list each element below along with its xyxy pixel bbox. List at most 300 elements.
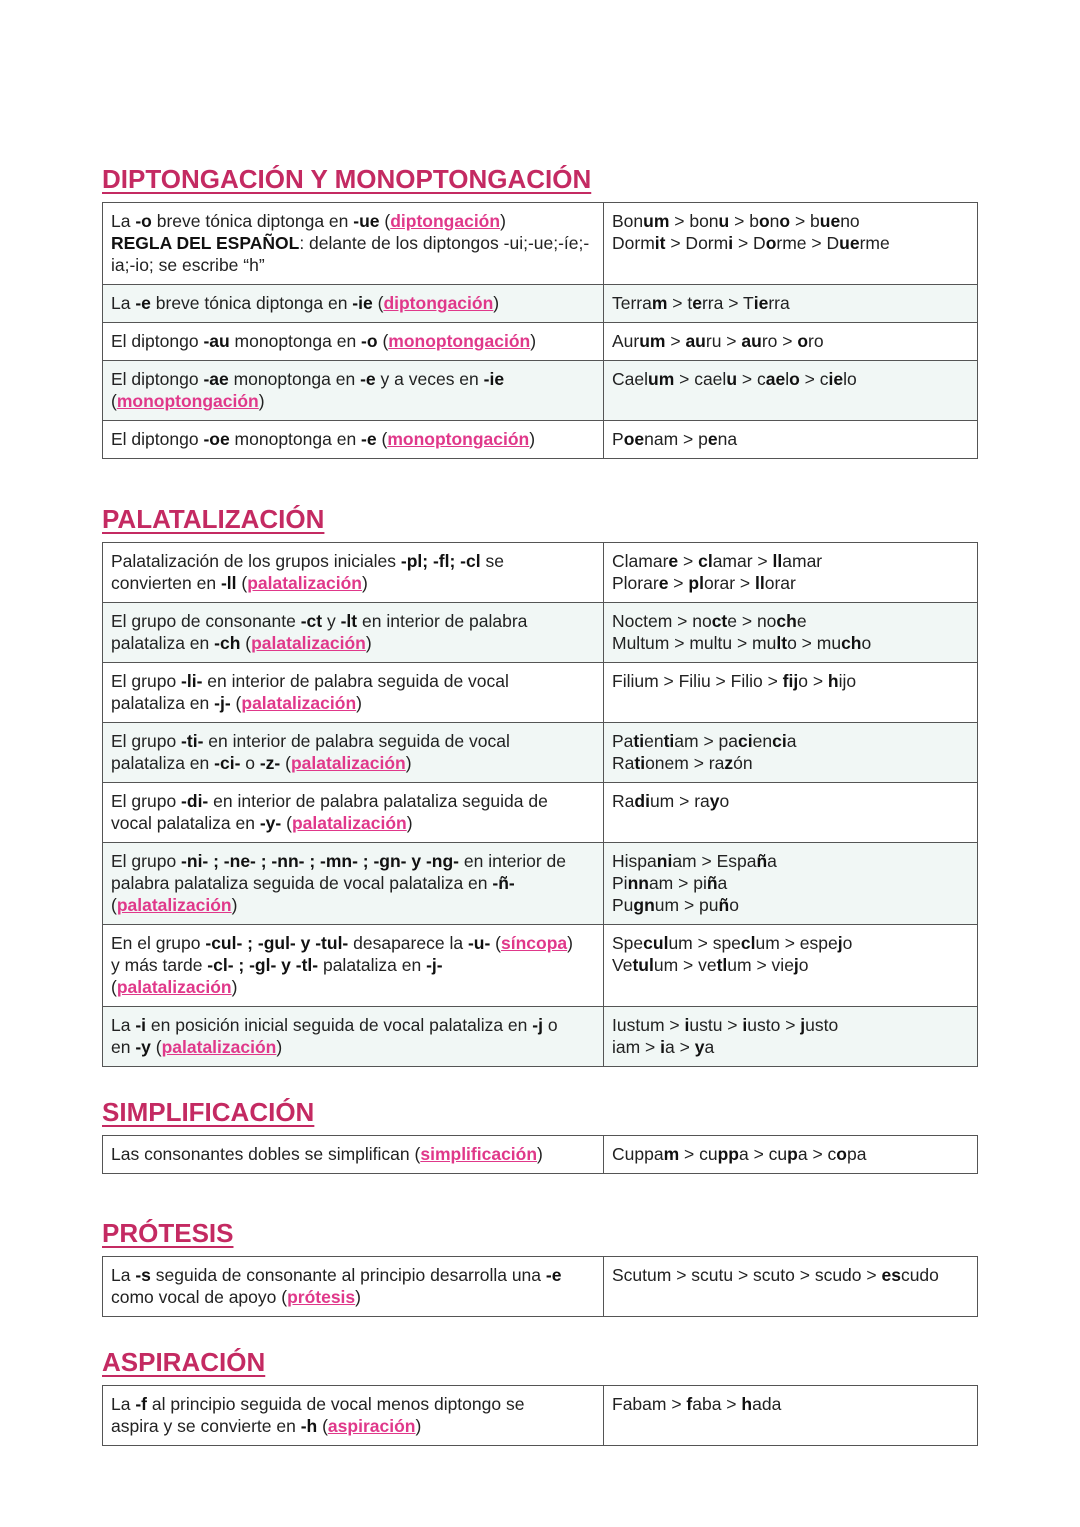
bold-text: ñ [756, 851, 768, 871]
text: en posición inicial seguida de vocal palataliza en [146, 1015, 533, 1035]
text: El grupo [111, 731, 182, 751]
bold-text: m [663, 1144, 680, 1164]
rule-cell [103, 723, 604, 783]
text: ón [733, 753, 753, 773]
bold-text: pp [717, 1144, 739, 1164]
text: > b [729, 211, 759, 231]
table-row [103, 1007, 978, 1067]
text: en [644, 731, 664, 751]
text: o [798, 955, 809, 975]
example-cell [604, 285, 978, 323]
bold-text: ie [828, 369, 844, 389]
bold-text: ae [765, 369, 786, 389]
text: ro [808, 331, 824, 351]
bold-text: e [707, 429, 718, 449]
bold-text: o [836, 1144, 847, 1164]
text: Filium > Filiu > Filio > [612, 671, 783, 691]
text: El diptongo [111, 429, 204, 449]
bold-text: cl [698, 551, 713, 571]
text: a [767, 851, 777, 871]
text: > c [737, 369, 766, 389]
text: La [111, 1015, 136, 1035]
text: Ra [612, 753, 635, 773]
bold-text: -ñ- [492, 873, 515, 893]
text: um > espe [755, 933, 838, 953]
text: ) [493, 293, 500, 313]
bold-text: -i [135, 1015, 147, 1035]
term-link[interactable]: palatalización [161, 1037, 277, 1057]
text: a [704, 1037, 715, 1057]
text: Plorar [612, 573, 659, 593]
rule-cell [103, 843, 604, 925]
bold-text: i [684, 1015, 690, 1035]
text: seguida de consonante al principio desarrolla una [150, 1265, 546, 1285]
text: al principio seguida de vocal menos diptongo se [146, 1394, 525, 1414]
text: Hispa [612, 851, 657, 871]
bold-text: ch [776, 611, 797, 631]
text: Las consonantes dobles se simplifican ( [111, 1144, 421, 1164]
bold-text: u [726, 369, 738, 389]
table-row [103, 925, 978, 1007]
example-cell [604, 1386, 978, 1446]
text: ) [500, 211, 506, 231]
term-link[interactable]: palatalización [241, 693, 357, 713]
text: rme > D [776, 233, 840, 253]
example-cell [604, 783, 978, 843]
text: La [111, 293, 136, 313]
text: ( [111, 977, 117, 997]
text: vocal palataliza en [111, 813, 260, 833]
text: ) [356, 693, 362, 713]
text: a > [665, 1037, 695, 1057]
text: El diptongo [111, 331, 204, 351]
text: : delante de los diptongos -ui;-ue;-íe;-ia;-io; se escribe “h” [111, 233, 590, 275]
text: ) [365, 633, 372, 653]
table-row [103, 843, 978, 925]
text: a > c [797, 1144, 837, 1164]
text: um > spe [668, 933, 741, 953]
rules-table [102, 1256, 978, 1317]
text: > [668, 573, 689, 593]
text: ( [317, 1416, 328, 1436]
term-link[interactable]: aspiración [327, 1416, 416, 1436]
text: El grupo [111, 671, 182, 691]
bold-text: p [787, 1144, 798, 1164]
text: ) [405, 753, 412, 773]
text: l [785, 369, 790, 389]
text: Scutum > scutu > scuto > scudo > [612, 1265, 882, 1285]
bold-text: u [718, 211, 730, 231]
text: ada [752, 1394, 782, 1414]
text: > b [790, 211, 820, 231]
bold-text: ti [663, 731, 675, 751]
text: ( [379, 211, 391, 231]
text: > D [733, 233, 766, 253]
term-link[interactable]: palatalización [116, 977, 232, 997]
bold-text: -ll [220, 573, 237, 593]
text: como vocal de apoyo ( [111, 1287, 288, 1307]
text: o [861, 633, 872, 653]
text: ( [230, 693, 242, 713]
text: Dorm [612, 233, 655, 253]
text: o [719, 791, 730, 811]
rules-table [102, 202, 978, 459]
bold-text: -lt [340, 611, 358, 631]
bold-text: e [668, 551, 679, 571]
example-cell [604, 361, 978, 421]
bold-text: au [741, 331, 762, 351]
text: e > no [727, 611, 777, 631]
rule-cell [103, 925, 604, 1007]
term-link[interactable]: diptongación [390, 211, 501, 231]
bold-text: -ue [353, 211, 380, 231]
text: La [111, 211, 136, 231]
rules-table [102, 542, 978, 1067]
bold-text: y [709, 791, 720, 811]
text: en interior de palabra [357, 611, 528, 631]
table-row [103, 1257, 978, 1317]
bold-text: -u- [467, 933, 491, 953]
term-link[interactable]: palatalización [247, 573, 362, 593]
text: Noctem > no [612, 611, 712, 631]
text: Pa [612, 731, 634, 751]
rules-table [102, 1135, 978, 1174]
text: Aur [612, 331, 640, 351]
text: se [480, 551, 504, 571]
text: El grupo [111, 851, 182, 871]
text: palataliza en [111, 633, 215, 653]
text: palataliza en [111, 693, 215, 713]
example-cell [604, 323, 978, 361]
term-link[interactable]: palatalización [291, 813, 407, 833]
bold-text: j [793, 955, 799, 975]
text: Multum > multu > mu [612, 633, 777, 653]
text: ) [231, 895, 238, 915]
text: palataliza en [111, 753, 215, 773]
bold-text: -e [360, 369, 376, 389]
bold-text: ñ [718, 895, 730, 915]
bold-text: REGLA DEL ESPAÑOL [111, 233, 300, 253]
section-title: ASPIRACIÓN [102, 1347, 266, 1377]
text: En el grupo [111, 933, 206, 953]
text: Cael [612, 369, 648, 389]
text: o [542, 1015, 558, 1035]
bold-text: ñ [706, 873, 718, 893]
text: amar [782, 551, 823, 571]
bold-text: ct [711, 611, 728, 631]
bold-text: -ie [352, 293, 373, 313]
text: o > [798, 671, 828, 691]
text: o [729, 895, 739, 915]
table-row [103, 1136, 978, 1174]
text: um > ve [653, 955, 717, 975]
text: > Dorm [665, 233, 729, 253]
bold-text: j [837, 933, 843, 953]
bold-text: -ti- [181, 731, 204, 751]
bold-text: fij [782, 671, 799, 691]
text: ( [490, 933, 501, 953]
text: desaparece la [348, 933, 468, 953]
bold-text: -e [361, 429, 377, 449]
table-row [103, 285, 978, 323]
text: o [842, 933, 853, 953]
bold-text: i [660, 1037, 666, 1057]
bold-text: ti [634, 753, 646, 773]
bold-text: -f [135, 1394, 147, 1414]
section-title: SIMPLIFICACIÓN [102, 1097, 315, 1127]
text: usto > [747, 1015, 801, 1035]
section-palatalizacion [102, 502, 978, 1067]
text: o > mu [787, 633, 842, 653]
text: ) [567, 933, 573, 953]
bold-text: -ni- ; -ne- ; -nn- ; -mn- ; -gn- y -ng- [181, 851, 460, 871]
bold-text: o [758, 211, 770, 231]
term-link[interactable]: monoptongación [387, 429, 530, 449]
bold-text: m [651, 293, 668, 313]
bold-text: -e [545, 1265, 562, 1285]
bold-text: -j- [214, 693, 231, 713]
table-row [103, 1386, 978, 1446]
bold-text: ue [819, 211, 841, 231]
text: ro > [761, 331, 798, 351]
text: y [322, 611, 341, 631]
text: Pi [612, 873, 628, 893]
text: rra > T [701, 293, 754, 313]
rule-cell [103, 1257, 604, 1317]
text: ( [280, 753, 291, 773]
text: aba > [692, 1394, 742, 1414]
text: ) [415, 1416, 422, 1436]
table-row [103, 203, 978, 285]
term-link[interactable]: monoptongación [116, 391, 259, 411]
bold-text: h [827, 671, 839, 691]
bold-text: -z- [259, 753, 281, 773]
rule-cell [103, 783, 604, 843]
text: ( [111, 391, 117, 411]
term-link[interactable]: prótesis [287, 1287, 356, 1307]
rule-cell [103, 323, 604, 361]
section-title: PALATALIZACIÓN [102, 504, 325, 534]
term-link[interactable]: palatalización [116, 895, 232, 915]
text: ) [529, 429, 536, 449]
text: orar > [703, 573, 756, 593]
text: ) [355, 1287, 361, 1307]
text: en [752, 731, 773, 751]
rules-table [102, 1385, 978, 1446]
section-title: PRÓTESIS [102, 1218, 234, 1248]
bold-text: -o [135, 211, 152, 231]
example-cell [604, 543, 978, 603]
text: ustu > [689, 1015, 743, 1035]
text: lo [843, 369, 857, 389]
text: en [111, 1037, 136, 1057]
text: La [111, 1265, 136, 1285]
example-cell [604, 1007, 978, 1067]
bold-text: f [686, 1394, 693, 1414]
example-cell [604, 1136, 978, 1174]
table-row [103, 603, 978, 663]
bold-text: j [800, 1015, 806, 1035]
example-cell [604, 1257, 978, 1317]
text: ( [236, 573, 248, 593]
text: en interior de palabra seguida de vocal [203, 731, 510, 751]
text: Ra [612, 791, 635, 811]
bold-text: o [797, 331, 809, 351]
bold-text: cl [740, 933, 756, 953]
bold-text: -h [300, 1416, 318, 1436]
bold-text: -ae [203, 369, 229, 389]
bold-text: o [779, 211, 791, 231]
term-link[interactable]: palatalización [251, 633, 366, 653]
rule-cell [103, 603, 604, 663]
example-cell [604, 723, 978, 783]
text: y más tarde [111, 955, 208, 975]
bold-text: ue [839, 233, 860, 253]
bold-text: -y [135, 1037, 151, 1057]
text: La [111, 1394, 136, 1414]
text: usto [805, 1015, 839, 1035]
text: palataliza en [318, 955, 427, 975]
term-link[interactable]: diptongación [383, 293, 494, 313]
example-cell [604, 843, 978, 925]
rule-cell [103, 203, 604, 285]
bold-text: ci [772, 731, 787, 751]
section-protesis [102, 1216, 978, 1317]
text: monoptonga en [229, 429, 362, 449]
text: Cuppa [612, 1144, 664, 1164]
example-cell [604, 603, 978, 663]
example-cell [604, 663, 978, 723]
text: > cael [674, 369, 727, 389]
bold-text: -y- [259, 813, 282, 833]
text: ) [231, 977, 238, 997]
bold-text: y [694, 1037, 705, 1057]
rule-cell [103, 543, 604, 603]
table-row [103, 543, 978, 603]
bold-text: nn [627, 873, 649, 893]
bold-text: o [789, 369, 800, 389]
text: en interior de palabra palataliza seguida de [208, 791, 548, 811]
text: ( [111, 895, 117, 915]
text: ) [361, 573, 368, 593]
table-row [103, 723, 978, 783]
text: > [665, 331, 686, 351]
text: um > ra [649, 791, 710, 811]
bold-text: -cul- ; -gul- y -tul- [205, 933, 349, 953]
text: ) [537, 1144, 543, 1164]
text: orar [764, 573, 796, 593]
bold-text: i [742, 1015, 748, 1035]
table-row [103, 361, 978, 421]
text: ) [406, 813, 413, 833]
text: > cu [679, 1144, 718, 1164]
text: pa [846, 1144, 867, 1164]
text: um > pu [654, 895, 719, 915]
text: ( [376, 429, 388, 449]
bold-text: um [643, 211, 670, 231]
rule-cell [103, 1007, 604, 1067]
rule-cell [103, 421, 604, 459]
bold-text: -ct [300, 611, 323, 631]
text: El grupo de consonante [111, 611, 301, 631]
bold-text: -o [361, 331, 378, 351]
text: aspira y se convierte en [111, 1416, 301, 1436]
text: n [769, 211, 780, 231]
bold-text: pl [688, 573, 704, 593]
text: en interior de [459, 851, 567, 871]
table-row [103, 421, 978, 459]
bold-text: -j- [426, 955, 443, 975]
text: ijo [838, 671, 857, 691]
bold-text: -j [532, 1015, 543, 1035]
text: Palatalización de los grupos iniciales [111, 551, 401, 571]
text: e [796, 611, 807, 631]
text: Pu [612, 895, 634, 915]
text: Bon [612, 211, 644, 231]
text: a > cu [738, 1144, 788, 1164]
section-aspiracion [102, 1345, 978, 1446]
text: ( [377, 331, 389, 351]
bold-text: lt [776, 633, 788, 653]
text: en interior de palabra seguida de vocal [202, 671, 509, 691]
table-row [103, 663, 978, 723]
rule-cell [103, 1136, 604, 1174]
text: a [717, 873, 728, 893]
bold-text: um [648, 369, 675, 389]
bold-text: cul [643, 933, 669, 953]
bold-text: -oe [203, 429, 230, 449]
text: na [717, 429, 738, 449]
bold-text: e [658, 573, 669, 593]
bold-text: um [639, 331, 666, 351]
text: ( [150, 1037, 162, 1057]
bold-text: ll [755, 573, 765, 593]
text: monoptonga en [228, 369, 361, 389]
bold-text: tl [716, 955, 728, 975]
bold-text: z [724, 753, 734, 773]
bold-text: ll [772, 551, 783, 571]
bold-text: -cl- ; -gl- y -tl- [207, 955, 319, 975]
text: um > vie [727, 955, 794, 975]
term-link[interactable]: síncopa [501, 933, 568, 953]
example-cell [604, 925, 978, 1007]
text: iam > [612, 1037, 661, 1057]
text: Spe [612, 933, 644, 953]
bold-text: -di- [181, 791, 209, 811]
bold-text: -pl; -fl; -cl [400, 551, 481, 571]
text: rme [859, 233, 890, 253]
text: Terra [612, 293, 652, 313]
bold-text: ni [656, 851, 673, 871]
bold-text: ie [753, 293, 769, 313]
term-link[interactable]: palatalización [290, 753, 406, 773]
bold-text: e [692, 293, 702, 313]
bold-text: gn [633, 895, 655, 915]
text: breve tónica diptonga en [150, 293, 353, 313]
bold-text: -ci- [214, 753, 241, 773]
bold-text: -ch [214, 633, 241, 653]
rule-cell [103, 663, 604, 723]
term-link[interactable]: simplificación [420, 1144, 538, 1164]
bold-text: i [728, 233, 734, 253]
section-simplificacion [102, 1095, 978, 1174]
text: > bon [669, 211, 719, 231]
term-link[interactable]: monoptongación [388, 331, 531, 351]
table-row [103, 323, 978, 361]
text: o [240, 753, 260, 773]
example-cell [604, 421, 978, 459]
section-title: DIPTONGACIÓN Y MONOPTONGACIÓN [102, 164, 592, 194]
